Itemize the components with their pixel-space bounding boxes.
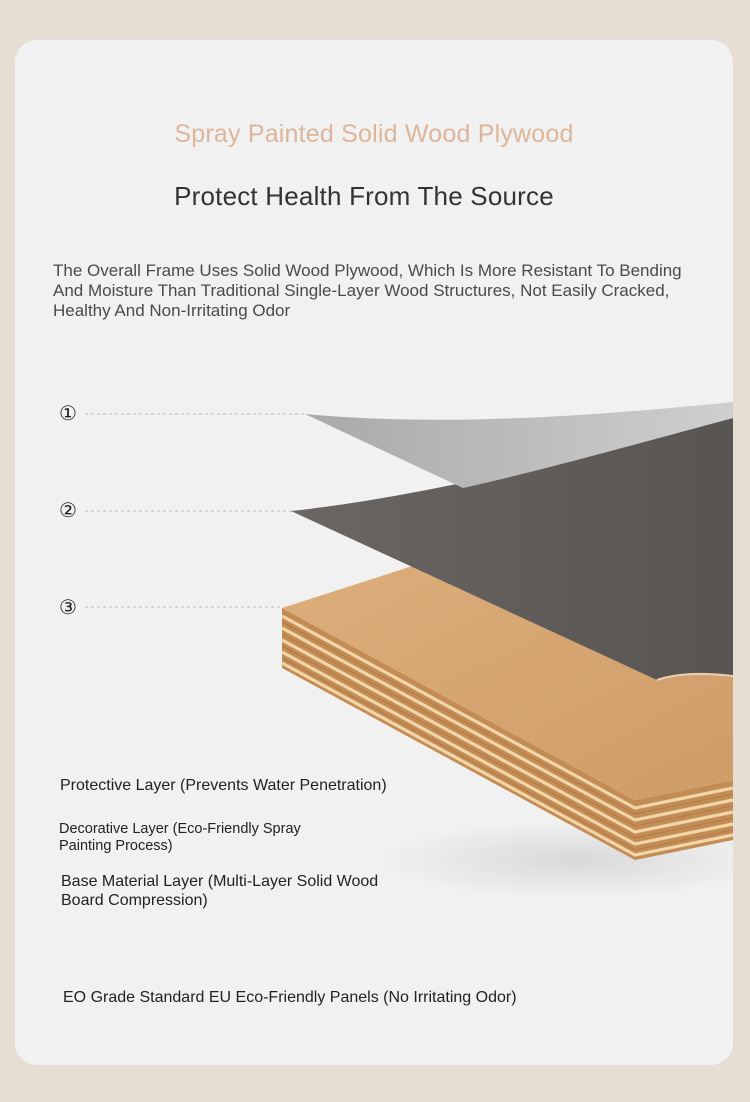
content-card [15, 40, 733, 1065]
layer-marker-1: ① [59, 401, 77, 425]
base-material-layer-label: Base Material Layer (Multi-Layer Solid Wood Board Compression) [61, 873, 379, 909]
decorative-layer-label: Decorative Layer (Eco-Friendly Spray Painting Process) [59, 821, 301, 854]
page-subtitle: Spray Painted Solid Wood Plywood [174, 120, 574, 148]
layer-marker-2: ② [59, 498, 77, 522]
eco-standard-note: EO Grade Standard EU Eco-Friendly Panels (No Irritating Odor) [63, 989, 517, 1006]
plywood-layers-illustration [15, 40, 733, 1065]
description-text: The Overall Frame Uses Solid Wood Plywood, Which Is More Resistant To Bending And Moisture Than Traditional Single-Layer Wood Structures, Not Easily Cracked, Healthy And Non-Irritating Odor [53, 261, 682, 320]
protective-layer-label: Protective Layer (Prevents Water Penetration) [60, 777, 387, 794]
page-title: Protect Health From The Source [174, 181, 554, 211]
layer-marker-3: ③ [59, 595, 77, 619]
